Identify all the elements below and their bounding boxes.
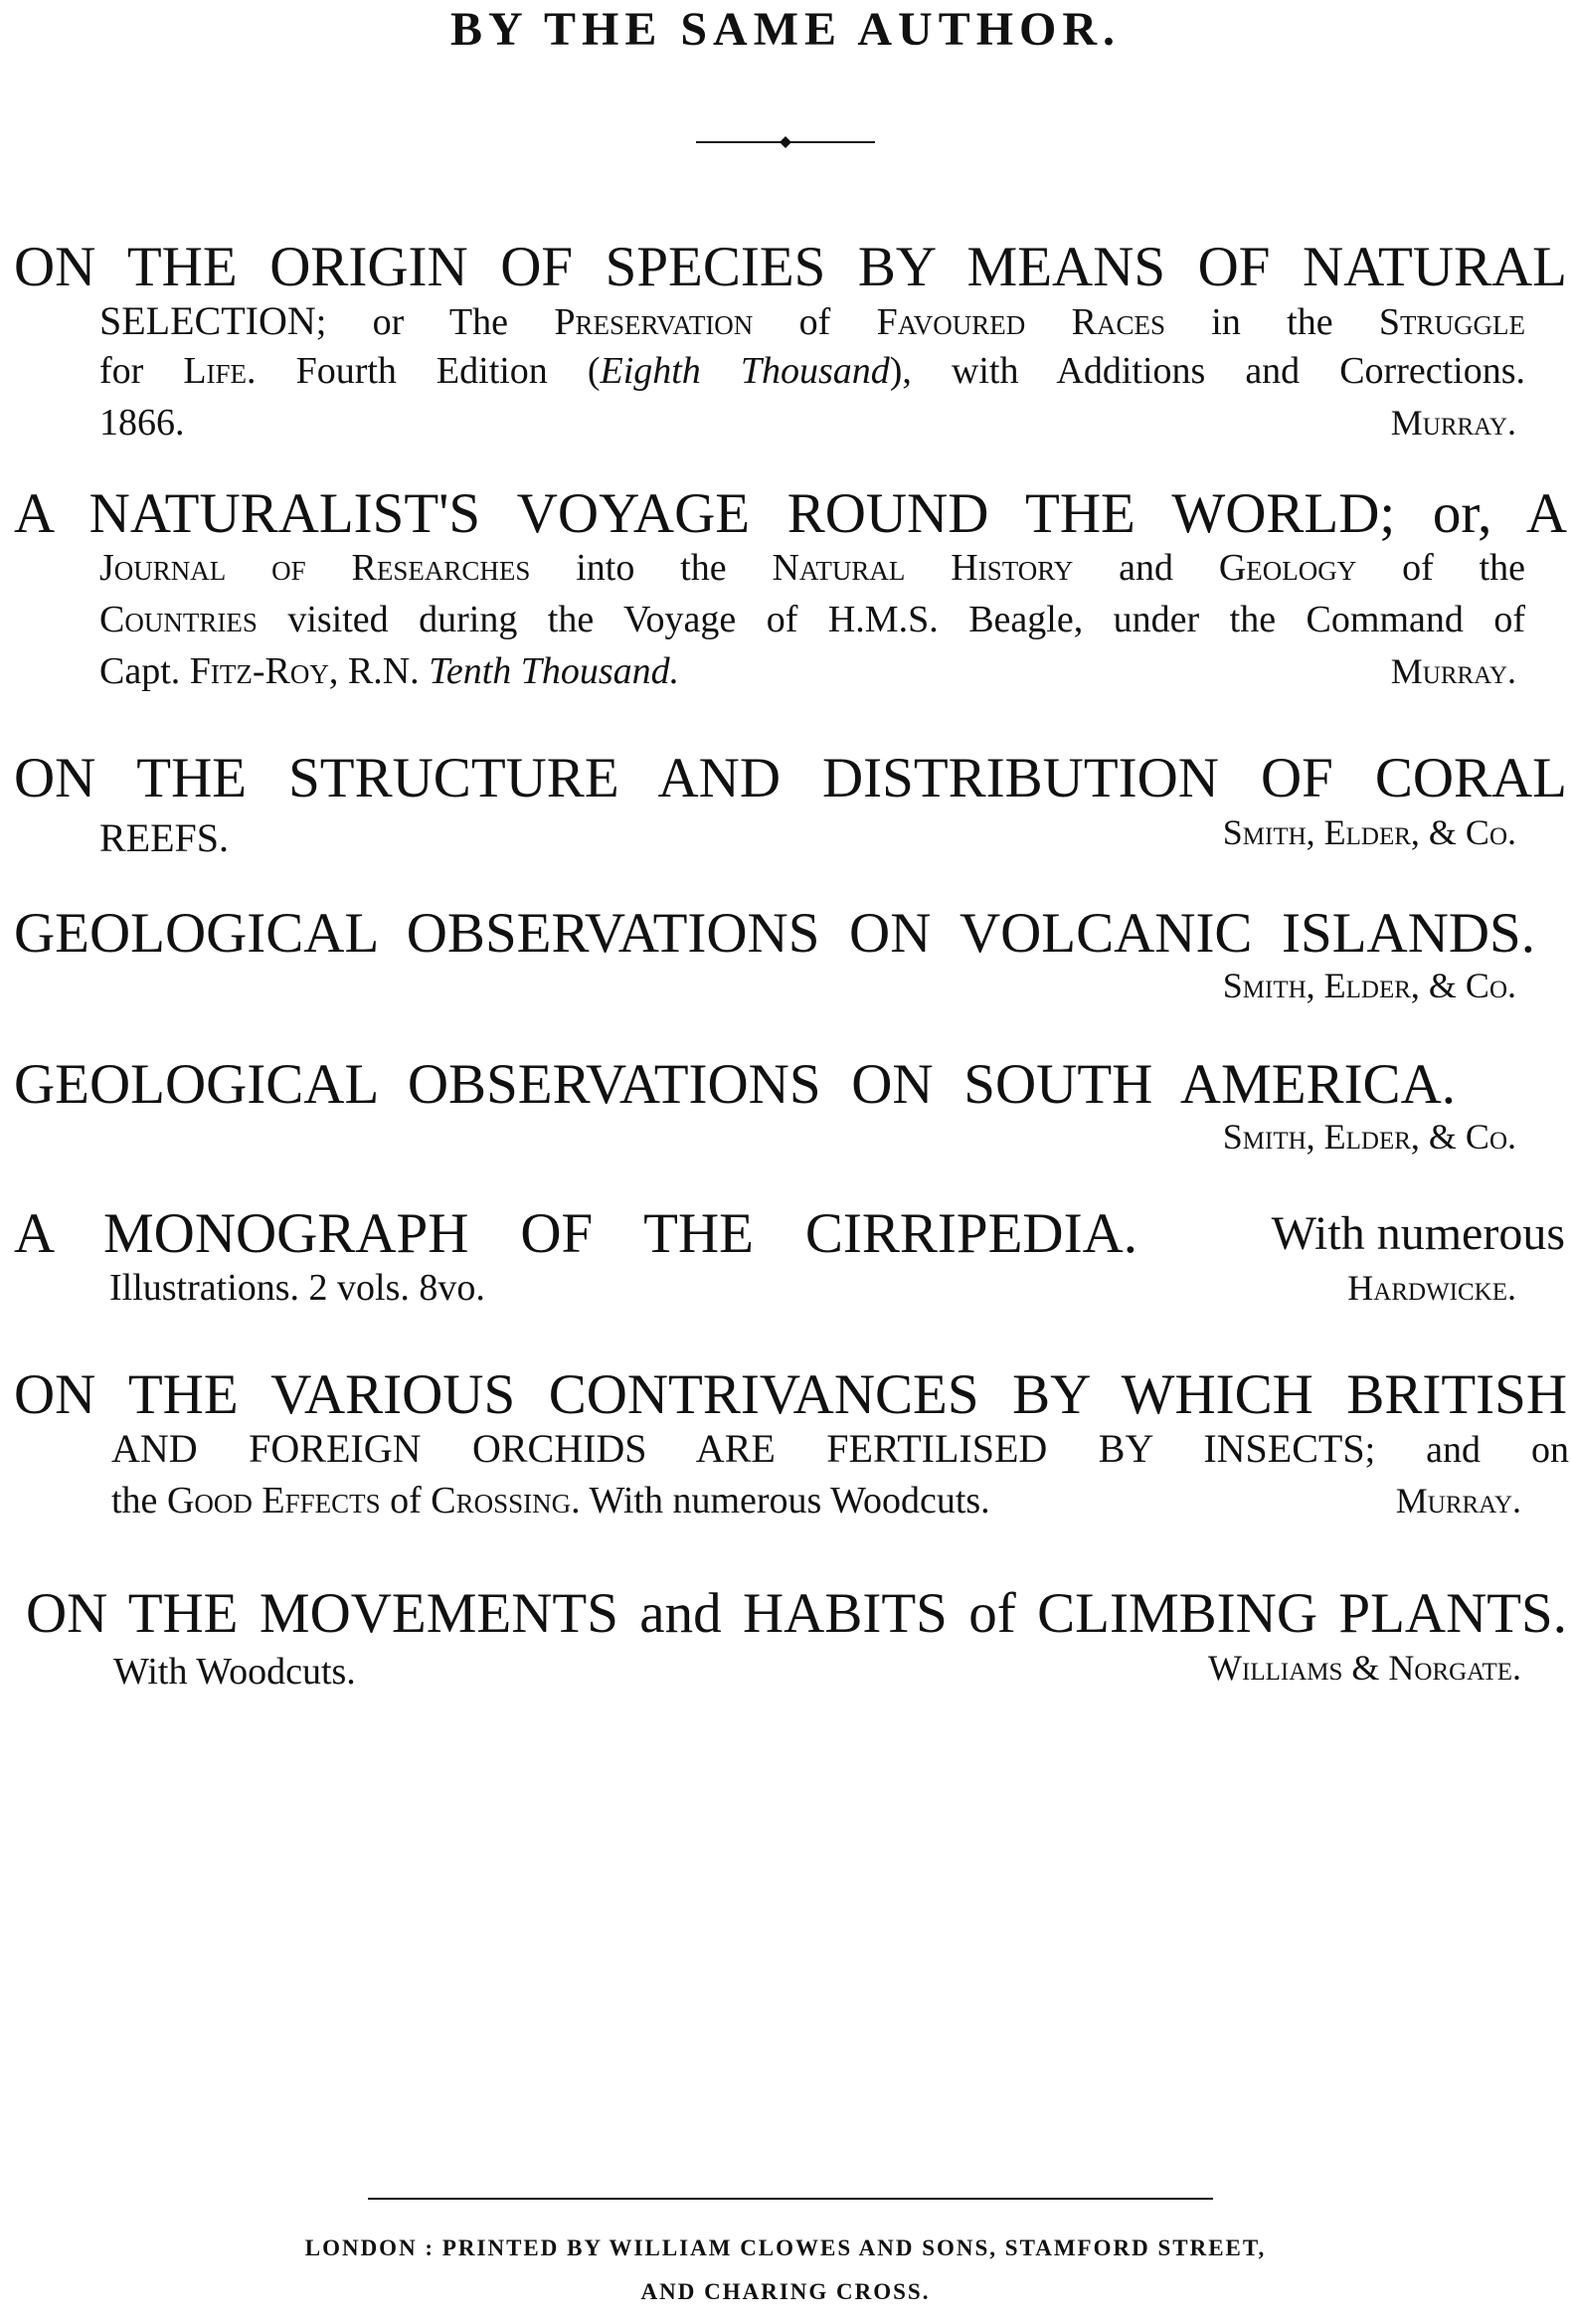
book-title: ON THE MOVEMENTS and HABITS of CLIMBING PLANTS. [26,1582,1567,1645]
book-title: ON THE STRUCTURE AND DISTRIBUTION OF CORAL [14,747,1567,809]
printer-imprint-address: AND CHARING CROSS. [640,2279,931,2304]
book-publisher: Smith, Elder, & Co. [1222,1117,1516,1157]
book-title-continuation: With numerous [1271,1207,1565,1260]
book-publisher: Williams & Norgate. [1208,1648,1521,1688]
book-description-line: for Life. Fourth Edition (Eighth Thousand), with Additions and Corrections. [99,350,1525,392]
book-title: A MONOGRAPH OF THE CIRRIPEDIA. [14,1202,1137,1265]
book-title: A NATURALIST'S VOYAGE ROUND THE WORLD; or, A [14,482,1567,545]
ornament-divider [696,135,875,149]
book-publisher: Murray. [1390,651,1516,691]
book-title: GEOLOGICAL OBSERVATIONS ON SOUTH AMERICA. [14,1053,1456,1116]
book-description-line: Capt. Fitz-Roy, R.N. Tenth Thousand. [99,650,680,692]
printer-imprint: LONDON : PRINTED BY WILLIAM CLOWES AND SONS, STAMFORD STREET, [304,2235,1267,2260]
book-description-line: REEFS. [99,815,230,860]
book-description-line: Illustrations. 2 vols. 8vo. [109,1267,485,1309]
book-publisher: Smith, Elder, & Co. [1222,812,1516,852]
book-description-line: Journal of Researches into the Natural History and Geology of the [99,547,1526,589]
book-publisher: Murray. [1395,1481,1521,1520]
book-description-line: With Woodcuts. [113,1651,356,1693]
book-title: GEOLOGICAL OBSERVATIONS ON VOLCANIC ISLANDS. [14,902,1535,965]
book-title: ON THE ORIGIN OF SPECIES BY MEANS OF NATURAL [14,236,1567,298]
page-header: BY THE SAME AUTHOR. [449,3,1122,56]
footer-rule [368,2198,1213,2200]
book-description-line: SELECTION; or The Preservation of Favoured Races in the Struggle [99,298,1526,343]
book-publisher: Smith, Elder, & Co. [1222,966,1516,1005]
book-publisher: Hardwicke. [1347,1268,1516,1308]
book-year: 1866. [99,402,185,444]
book-description-line: the Good Effects of Crossing. With numerous Woodcuts. [111,1480,990,1521]
book-publisher: Murray. [1390,403,1516,443]
book-title: ON THE VARIOUS CONTRIVANCES BY WHICH BRITISH [14,1363,1567,1426]
book-description-line: AND FOREIGN ORCHIDS ARE FERTILISED BY INSECTS; and on [111,1426,1569,1471]
book-description-line: Countries visited during the Voyage of H.M.S. Beagle, under the Command of [99,599,1525,640]
